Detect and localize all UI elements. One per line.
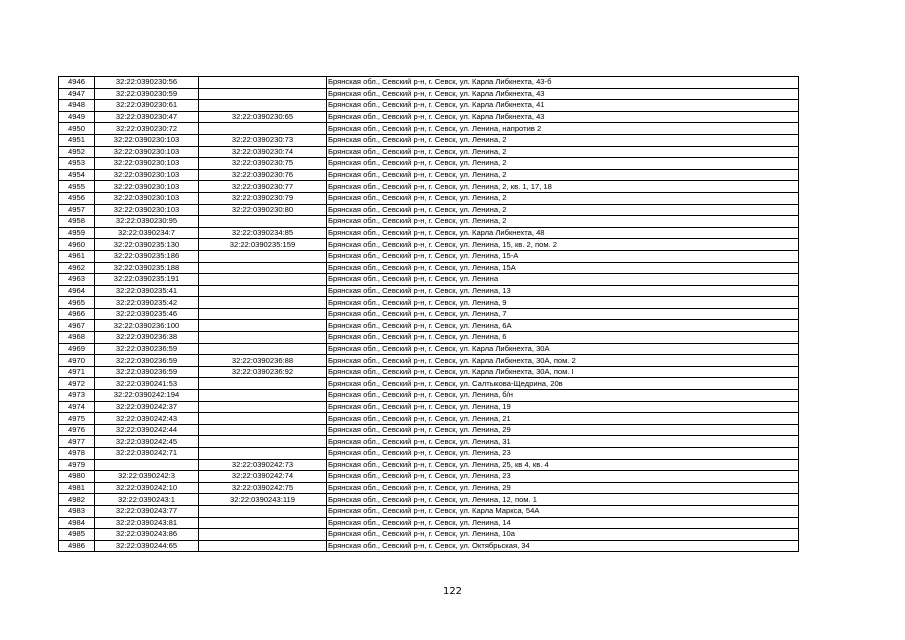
table-row xyxy=(59,540,799,552)
address-cell: Брянская обл., Севский р-н, г. Севск, ул. Карла Либкнехта, 41 xyxy=(327,100,799,112)
row-number-cell: 4970 xyxy=(59,355,95,367)
row-number-cell: 4979 xyxy=(59,459,95,471)
row-number-cell: 4982 xyxy=(59,494,95,506)
related-cadastral-number-cell xyxy=(199,308,327,320)
row-number-cell: 4978 xyxy=(59,448,95,460)
table-row xyxy=(59,274,799,286)
table-row xyxy=(59,158,799,170)
address-cell: Брянская обл., Севский р-н, г. Севск, ул. Ленина, 19 xyxy=(327,401,799,413)
related-cadastral-number-cell xyxy=(199,390,327,402)
row-number-cell: 4984 xyxy=(59,517,95,529)
cadastral-number-cell: 32:22:0390230:95 xyxy=(95,216,199,228)
row-number-cell: 4956 xyxy=(59,192,95,204)
table-row xyxy=(59,169,799,181)
table-row xyxy=(59,436,799,448)
row-number-cell: 4983 xyxy=(59,505,95,517)
related-cadastral-number-cell: 32:22:0390230:76 xyxy=(199,169,327,181)
related-cadastral-number-cell xyxy=(199,505,327,517)
cadastral-number-cell: 32:22:0390242:71 xyxy=(95,448,199,460)
table-row xyxy=(59,308,799,320)
cadastral-number-cell: 32:22:0390243:77 xyxy=(95,505,199,517)
row-number-cell: 4972 xyxy=(59,378,95,390)
address-cell: Брянская обл., Севский р-н, г. Севск, ул. Ленина, 2 xyxy=(327,134,799,146)
cadastral-number-cell: 32:22:0390242:43 xyxy=(95,413,199,425)
cadastral-number-cell: 32:22:0390230:61 xyxy=(95,100,199,112)
cadastral-number-cell: 32:22:0390230:47 xyxy=(95,111,199,123)
related-cadastral-number-cell: 32:22:0390242:73 xyxy=(199,459,327,471)
address-cell: Брянская обл., Севский р-н, г. Севск, ул. Ленина, 2 xyxy=(327,204,799,216)
address-cell: Брянская обл., Севский р-н, г. Севск, ул. Ленина, 29 xyxy=(327,482,799,494)
cadastral-number-cell: 32:22:0390230:103 xyxy=(95,181,199,193)
cadastral-number-cell: 32:22:0390242:3 xyxy=(95,471,199,483)
related-cadastral-number-cell xyxy=(199,320,327,332)
cadastral-number-cell xyxy=(95,459,199,471)
row-number-cell: 4973 xyxy=(59,390,95,402)
related-cadastral-number-cell xyxy=(199,540,327,552)
related-cadastral-number-cell: 32:22:0390230:79 xyxy=(199,192,327,204)
address-cell: Брянская обл., Севский р-н, г. Севск, ул. Ленина, 9 xyxy=(327,297,799,309)
row-number-cell: 4985 xyxy=(59,529,95,541)
cadastral-number-cell: 32:22:0390234:7 xyxy=(95,227,199,239)
address-cell: Брянская обл., Севский р-н, г. Севск, ул. Ленина, 21 xyxy=(327,413,799,425)
row-number-cell: 4968 xyxy=(59,332,95,344)
cadastral-number-cell: 32:22:0390235:41 xyxy=(95,285,199,297)
row-number-cell: 4965 xyxy=(59,297,95,309)
cadastral-number-cell: 32:22:0390235:186 xyxy=(95,250,199,262)
related-cadastral-number-cell: 32:22:0390234:85 xyxy=(199,227,327,239)
table-row xyxy=(59,285,799,297)
address-cell: Брянская обл., Севский р-н, г. Севск, ул. Карла Либкнехта, 30А xyxy=(327,343,799,355)
related-cadastral-number-cell xyxy=(199,123,327,135)
cadastral-number-cell: 32:22:0390230:103 xyxy=(95,146,199,158)
address-cell: Брянская обл., Севский р-н, г. Севск, ул. Карла Либкнехта, 43 xyxy=(327,111,799,123)
table-row xyxy=(59,77,799,89)
row-number-cell: 4966 xyxy=(59,308,95,320)
row-number-cell: 4952 xyxy=(59,146,95,158)
table-row xyxy=(59,192,799,204)
related-cadastral-number-cell xyxy=(199,401,327,413)
row-number-cell: 4971 xyxy=(59,366,95,378)
row-number-cell: 4959 xyxy=(59,227,95,239)
related-cadastral-number-cell xyxy=(199,100,327,112)
address-cell: Брянская обл., Севский р-н, г. Севск, ул. Карла Либкнехта, 43-б xyxy=(327,77,799,89)
related-cadastral-number-cell xyxy=(199,274,327,286)
related-cadastral-number-cell xyxy=(199,529,327,541)
related-cadastral-number-cell: 32:22:0390243:119 xyxy=(199,494,327,506)
row-number-cell: 4948 xyxy=(59,100,95,112)
related-cadastral-number-cell: 32:22:0390230:80 xyxy=(199,204,327,216)
row-number-cell: 4962 xyxy=(59,262,95,274)
related-cadastral-number-cell: 32:22:0390242:75 xyxy=(199,482,327,494)
address-cell: Брянская обл., Севский р-н, г. Севск, ул. Ленина, 2, кв. 1, 17, 18 xyxy=(327,181,799,193)
address-cell: Брянская обл., Севский р-н, г. Севск, ул. Ленина, б/н xyxy=(327,390,799,402)
address-cell: Брянская обл., Севский р-н, г. Севск, ул. Ленина, 2 xyxy=(327,216,799,228)
related-cadastral-number-cell xyxy=(199,262,327,274)
table-row xyxy=(59,146,799,158)
row-number-cell: 4955 xyxy=(59,181,95,193)
table-row xyxy=(59,378,799,390)
address-cell: Брянская обл., Севский р-н, г. Севск, ул. Карла Либкнехта, 43 xyxy=(327,88,799,100)
related-cadastral-number-cell: 32:22:0390230:65 xyxy=(199,111,327,123)
address-cell: Брянская обл., Севский р-н, г. Севск, ул. Ленина, 25, кв 4, кв. 4 xyxy=(327,459,799,471)
address-cell: Брянская обл., Севский р-н, г. Севск, ул. Ленина, напротив 2 xyxy=(327,123,799,135)
cadastral-number-cell: 32:22:0390235:188 xyxy=(95,262,199,274)
row-number-cell: 4976 xyxy=(59,424,95,436)
address-cell: Брянская обл., Севский р-н, г. Севск, ул. Ленина, 23 xyxy=(327,448,799,460)
cadastral-number-cell: 32:22:0390243:1 xyxy=(95,494,199,506)
row-number-cell: 4950 xyxy=(59,123,95,135)
table-row xyxy=(59,262,799,274)
address-cell: Брянская обл., Севский р-н, г. Севск, ул. Ленина, 29 xyxy=(327,424,799,436)
table-row xyxy=(59,494,799,506)
address-cell: Брянская обл., Севский р-н, г. Севск, ул. Ленина, 6 xyxy=(327,332,799,344)
row-number-cell: 4951 xyxy=(59,134,95,146)
cadastral-number-cell: 32:22:0390243:86 xyxy=(95,529,199,541)
address-cell: Брянская обл., Севский р-н, г. Севск, ул. Ленина, 31 xyxy=(327,436,799,448)
related-cadastral-number-cell xyxy=(199,448,327,460)
related-cadastral-number-cell xyxy=(199,413,327,425)
table-row xyxy=(59,505,799,517)
cadastral-number-cell: 32:22:0390230:103 xyxy=(95,169,199,181)
related-cadastral-number-cell xyxy=(199,424,327,436)
cadastral-number-cell: 32:22:0390230:56 xyxy=(95,77,199,89)
related-cadastral-number-cell xyxy=(199,77,327,89)
table-row xyxy=(59,239,799,251)
table-row xyxy=(59,424,799,436)
cadastral-number-cell: 32:22:0390230:72 xyxy=(95,123,199,135)
row-number-cell: 4947 xyxy=(59,88,95,100)
row-number-cell: 4977 xyxy=(59,436,95,448)
table-row xyxy=(59,181,799,193)
page-number: 122 xyxy=(442,586,463,597)
related-cadastral-number-cell: 32:22:0390235:159 xyxy=(199,239,327,251)
cadastral-number-cell: 32:22:0390235:42 xyxy=(95,297,199,309)
address-cell: Брянская обл., Севский р-н, г. Севск, ул. Ленина, 2 xyxy=(327,169,799,181)
cadastral-number-cell: 32:22:0390242:37 xyxy=(95,401,199,413)
row-number-cell: 4961 xyxy=(59,250,95,262)
address-cell: Брянская обл., Севский р-н, г. Севск, ул. Октябрьская, 34 xyxy=(327,540,799,552)
table-row xyxy=(59,366,799,378)
related-cadastral-number-cell: 32:22:0390236:88 xyxy=(199,355,327,367)
row-number-cell: 4960 xyxy=(59,239,95,251)
table-row xyxy=(59,216,799,228)
row-number-cell: 4986 xyxy=(59,540,95,552)
related-cadastral-number-cell xyxy=(199,332,327,344)
related-cadastral-number-cell xyxy=(199,216,327,228)
table-row xyxy=(59,471,799,483)
row-number-cell: 4949 xyxy=(59,111,95,123)
table-row xyxy=(59,204,799,216)
address-cell: Брянская обл., Севский р-н, г. Севск, ул. Карла Либкнехта, 48 xyxy=(327,227,799,239)
related-cadastral-number-cell xyxy=(199,436,327,448)
table-row xyxy=(59,413,799,425)
registry-table xyxy=(58,76,799,552)
table-row xyxy=(59,134,799,146)
row-number-cell: 4957 xyxy=(59,204,95,216)
related-cadastral-number-cell: 32:22:0390230:74 xyxy=(199,146,327,158)
cadastral-number-cell: 32:22:0390242:45 xyxy=(95,436,199,448)
row-number-cell: 4958 xyxy=(59,216,95,228)
address-cell: Брянская обл., Севский р-н, г. Севск, ул. Ленина, 2 xyxy=(327,192,799,204)
address-cell: Брянская обл., Севский р-н, г. Севск, ул. Ленина, 15А xyxy=(327,262,799,274)
table-row xyxy=(59,297,799,309)
cadastral-number-cell: 32:22:0390241:53 xyxy=(95,378,199,390)
cadastral-number-cell: 32:22:0390242:10 xyxy=(95,482,199,494)
address-cell: Брянская обл., Севский р-н, г. Севск, ул. Ленина, 7 xyxy=(327,308,799,320)
row-number-cell: 4981 xyxy=(59,482,95,494)
row-number-cell: 4969 xyxy=(59,343,95,355)
address-cell: Брянская обл., Севский р-н, г. Севск, ул. Карла Либкнехта, 30А, пом. I xyxy=(327,366,799,378)
related-cadastral-number-cell: 32:22:0390230:77 xyxy=(199,181,327,193)
table-row xyxy=(59,88,799,100)
address-cell: Брянская обл., Севский р-н, г. Севск, ул. Ленина, 12, пом. 1 xyxy=(327,494,799,506)
table-row xyxy=(59,111,799,123)
cadastral-number-cell: 32:22:0390230:103 xyxy=(95,192,199,204)
table-row xyxy=(59,227,799,239)
related-cadastral-number-cell xyxy=(199,88,327,100)
cadastral-number-cell: 32:22:0390244:65 xyxy=(95,540,199,552)
cadastral-number-cell: 32:22:0390230:103 xyxy=(95,134,199,146)
related-cadastral-number-cell xyxy=(199,285,327,297)
address-cell: Брянская обл., Севский р-н, г. Севск, ул. Ленина, 15, кв. 2, пом. 2 xyxy=(327,239,799,251)
table-row xyxy=(59,448,799,460)
address-cell: Брянская обл., Севский р-н, г. Севск, ул. Ленина, 13 xyxy=(327,285,799,297)
table-row xyxy=(59,355,799,367)
address-cell: Брянская обл., Севский р-н, г. Севск, ул. Ленина, 23 xyxy=(327,471,799,483)
table-row xyxy=(59,343,799,355)
table-row xyxy=(59,390,799,402)
address-cell: Брянская обл., Севский р-н, г. Севск, ул. Ленина, 2 xyxy=(327,146,799,158)
cadastral-number-cell: 32:22:0390236:59 xyxy=(95,343,199,355)
cadastral-number-cell: 32:22:0390235:191 xyxy=(95,274,199,286)
table-row xyxy=(59,459,799,471)
row-number-cell: 4954 xyxy=(59,169,95,181)
row-number-cell: 4980 xyxy=(59,471,95,483)
row-number-cell: 4946 xyxy=(59,77,95,89)
table-row xyxy=(59,332,799,344)
related-cadastral-number-cell xyxy=(199,378,327,390)
cadastral-number-cell: 32:22:0390243:81 xyxy=(95,517,199,529)
cadastral-number-cell: 32:22:0390236:100 xyxy=(95,320,199,332)
table-row xyxy=(59,482,799,494)
related-cadastral-number-cell xyxy=(199,517,327,529)
table-row xyxy=(59,517,799,529)
related-cadastral-number-cell: 32:22:0390236:92 xyxy=(199,366,327,378)
related-cadastral-number-cell xyxy=(199,343,327,355)
row-number-cell: 4964 xyxy=(59,285,95,297)
cadastral-number-cell: 32:22:0390242:44 xyxy=(95,424,199,436)
address-cell: Брянская обл., Севский р-н, г. Севск, ул. Карла Либкнехта, 30А, пом. 2 xyxy=(327,355,799,367)
row-number-cell: 4975 xyxy=(59,413,95,425)
row-number-cell: 4953 xyxy=(59,158,95,170)
registry-table-body xyxy=(59,77,799,552)
related-cadastral-number-cell xyxy=(199,250,327,262)
cadastral-number-cell: 32:22:0390230:59 xyxy=(95,88,199,100)
cadastral-number-cell: 32:22:0390235:130 xyxy=(95,239,199,251)
address-cell: Брянская обл., Севский р-н, г. Севск, ул. Ленина, 6А xyxy=(327,320,799,332)
address-cell: Брянская обл., Севский р-н, г. Севск, ул. Ленина xyxy=(327,274,799,286)
table-row xyxy=(59,100,799,112)
address-cell: Брянская обл., Севский р-н, г. Севск, ул. Ленина, 10а xyxy=(327,529,799,541)
row-number-cell: 4963 xyxy=(59,274,95,286)
address-cell: Брянская обл., Севский р-н, г. Севск, ул. Салтыкова-Щедрина, 20в xyxy=(327,378,799,390)
table-row xyxy=(59,123,799,135)
address-cell: Брянская обл., Севский р-н, г. Севск, ул. Карла Маркса, 54А xyxy=(327,505,799,517)
related-cadastral-number-cell: 32:22:0390230:73 xyxy=(199,134,327,146)
table-row xyxy=(59,320,799,332)
related-cadastral-number-cell xyxy=(199,297,327,309)
cadastral-number-cell: 32:22:0390230:103 xyxy=(95,204,199,216)
cadastral-number-cell: 32:22:0390235:46 xyxy=(95,308,199,320)
address-cell: Брянская обл., Севский р-н, г. Севск, ул. Ленина, 14 xyxy=(327,517,799,529)
cadastral-number-cell: 32:22:0390236:38 xyxy=(95,332,199,344)
cadastral-number-cell: 32:22:0390236:59 xyxy=(95,355,199,367)
related-cadastral-number-cell: 32:22:0390242:74 xyxy=(199,471,327,483)
cadastral-number-cell: 32:22:0390242:194 xyxy=(95,390,199,402)
table-row xyxy=(59,529,799,541)
address-cell: Брянская обл., Севский р-н, г. Севск, ул. Ленина, 15-А xyxy=(327,250,799,262)
table-row xyxy=(59,250,799,262)
row-number-cell: 4967 xyxy=(59,320,95,332)
row-number-cell: 4974 xyxy=(59,401,95,413)
table-row xyxy=(59,401,799,413)
cadastral-number-cell: 32:22:0390230:103 xyxy=(95,158,199,170)
related-cadastral-number-cell: 32:22:0390230:75 xyxy=(199,158,327,170)
address-cell: Брянская обл., Севский р-н, г. Севск, ул. Ленина, 2 xyxy=(327,158,799,170)
cadastral-number-cell: 32:22:0390236:59 xyxy=(95,366,199,378)
